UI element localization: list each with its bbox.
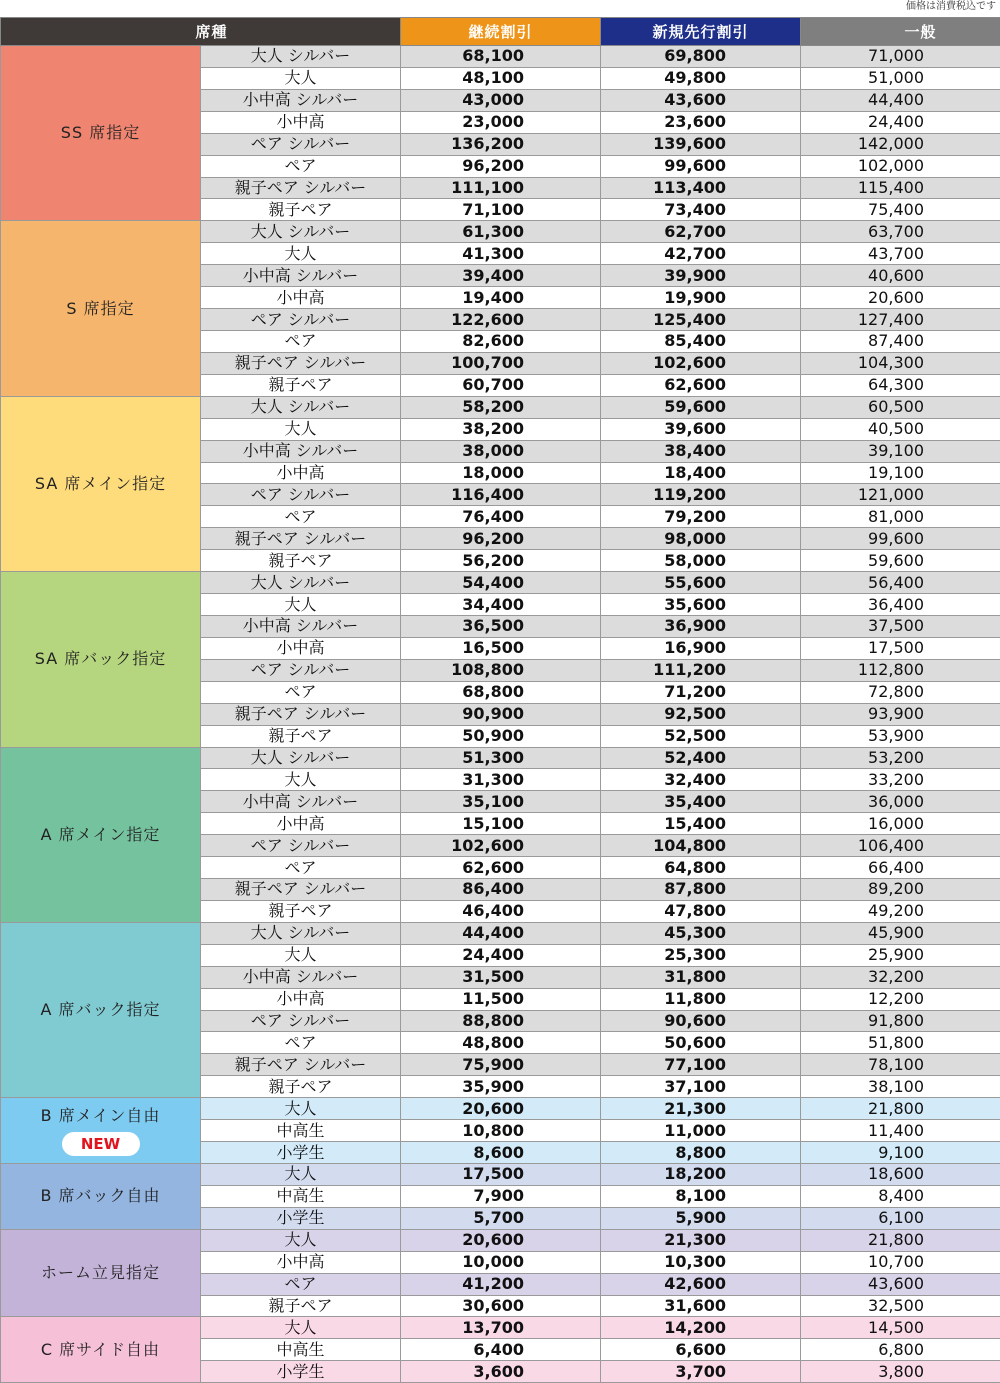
new-advance-price-cell: 42,600 bbox=[601, 1273, 801, 1295]
new-badge: NEW bbox=[62, 1132, 140, 1156]
ticket-type-cell: ペア シルバー bbox=[201, 659, 401, 681]
new-advance-price-cell: 8,100 bbox=[601, 1185, 801, 1207]
general-price-cell: 24,400 bbox=[801, 111, 1000, 133]
renewal-price-cell: 31,300 bbox=[401, 769, 601, 791]
new-advance-price-cell: 47,800 bbox=[601, 900, 801, 922]
ticket-type-cell: 親子ペア bbox=[201, 199, 401, 221]
general-price-cell: 20,600 bbox=[801, 287, 1000, 309]
general-price-cell: 75,400 bbox=[801, 199, 1000, 221]
ticket-type-cell: ペア シルバー bbox=[201, 484, 401, 506]
renewal-price-cell: 3,600 bbox=[401, 1361, 601, 1383]
general-price-cell: 25,900 bbox=[801, 944, 1000, 966]
ticket-type-cell: ペア シルバー bbox=[201, 133, 401, 155]
new-advance-price-cell: 79,200 bbox=[601, 506, 801, 528]
ticket-type-cell: 小中高 bbox=[201, 111, 401, 133]
seat-category-cell bbox=[1, 221, 201, 396]
seat-category-label: ホーム立見指定 bbox=[40, 1263, 160, 1283]
ticket-type-cell: ペア bbox=[201, 857, 401, 879]
general-price-cell: 127,400 bbox=[801, 309, 1000, 331]
renewal-price-cell: 35,100 bbox=[401, 791, 601, 813]
table-row bbox=[1, 1317, 1000, 1339]
ticket-type-cell: 親子ペア シルバー bbox=[201, 879, 401, 901]
ticket-type-cell: 親子ペア シルバー bbox=[201, 1054, 401, 1076]
general-price-cell: 12,200 bbox=[801, 988, 1000, 1010]
general-price-cell: 8,400 bbox=[801, 1185, 1000, 1207]
ticket-type-cell: 大人 シルバー bbox=[201, 396, 401, 418]
ticket-price-table bbox=[0, 17, 1000, 1383]
general-price-cell: 89,200 bbox=[801, 879, 1000, 901]
new-advance-price-cell: 10,300 bbox=[601, 1251, 801, 1273]
seat-category-label: A 席バック指定 bbox=[40, 1000, 161, 1020]
general-price-cell: 6,100 bbox=[801, 1207, 1000, 1229]
ticket-type-cell: 小中高 シルバー bbox=[201, 966, 401, 988]
ticket-type-cell: 親子ペア bbox=[201, 1076, 401, 1098]
ticket-type-cell: 大人 bbox=[201, 243, 401, 265]
header-new-advance-discount: 新規先行割引 bbox=[601, 18, 801, 46]
general-price-cell: 38,100 bbox=[801, 1076, 1000, 1098]
general-price-cell: 45,900 bbox=[801, 922, 1000, 944]
ticket-type-cell: ペア bbox=[201, 155, 401, 177]
new-advance-price-cell: 102,600 bbox=[601, 352, 801, 374]
renewal-price-cell: 90,900 bbox=[401, 703, 601, 725]
ticket-type-cell: 小学生 bbox=[201, 1361, 401, 1383]
general-price-cell: 44,400 bbox=[801, 89, 1000, 111]
ticket-type-cell: 親子ペア シルバー bbox=[201, 528, 401, 550]
renewal-price-cell: 44,400 bbox=[401, 922, 601, 944]
new-advance-price-cell: 92,500 bbox=[601, 703, 801, 725]
ticket-type-cell: 小中高 シルバー bbox=[201, 791, 401, 813]
renewal-price-cell: 23,000 bbox=[401, 111, 601, 133]
renewal-price-cell: 5,700 bbox=[401, 1207, 601, 1229]
new-advance-price-cell: 62,700 bbox=[601, 221, 801, 243]
renewal-price-cell: 43,000 bbox=[401, 89, 601, 111]
new-advance-price-cell: 14,200 bbox=[601, 1317, 801, 1339]
ticket-type-cell: 小学生 bbox=[201, 1207, 401, 1229]
new-advance-price-cell: 39,900 bbox=[601, 265, 801, 287]
renewal-price-cell: 31,500 bbox=[401, 966, 601, 988]
new-advance-price-cell: 11,800 bbox=[601, 988, 801, 1010]
renewal-price-cell: 56,200 bbox=[401, 550, 601, 572]
ticket-type-cell: 大人 bbox=[201, 1317, 401, 1339]
renewal-price-cell: 50,900 bbox=[401, 725, 601, 747]
renewal-price-cell: 39,400 bbox=[401, 265, 601, 287]
renewal-price-cell: 62,600 bbox=[401, 857, 601, 879]
ticket-type-cell: ペア bbox=[201, 1032, 401, 1054]
new-advance-price-cell: 42,700 bbox=[601, 243, 801, 265]
general-price-cell: 93,900 bbox=[801, 703, 1000, 725]
new-advance-price-cell: 38,400 bbox=[601, 440, 801, 462]
renewal-price-cell: 35,900 bbox=[401, 1076, 601, 1098]
renewal-price-cell: 38,200 bbox=[401, 418, 601, 440]
general-price-cell: 43,700 bbox=[801, 243, 1000, 265]
new-advance-price-cell: 8,800 bbox=[601, 1142, 801, 1164]
ticket-type-cell: 親子ペア bbox=[201, 550, 401, 572]
renewal-price-cell: 20,600 bbox=[401, 1229, 601, 1251]
general-price-cell: 71,000 bbox=[801, 46, 1000, 68]
table-row bbox=[1, 1098, 1000, 1120]
general-price-cell: 106,400 bbox=[801, 835, 1000, 857]
ticket-type-cell: 中高生 bbox=[201, 1120, 401, 1142]
general-price-cell: 40,500 bbox=[801, 418, 1000, 440]
new-advance-price-cell: 52,400 bbox=[601, 747, 801, 769]
seat-category-cell bbox=[1, 46, 201, 221]
new-advance-price-cell: 32,400 bbox=[601, 769, 801, 791]
new-advance-price-cell: 31,600 bbox=[601, 1295, 801, 1317]
ticket-type-cell: 小中高 シルバー bbox=[201, 615, 401, 637]
ticket-type-cell: ペア シルバー bbox=[201, 1010, 401, 1032]
renewal-price-cell: 17,500 bbox=[401, 1164, 601, 1186]
ticket-type-cell: 中高生 bbox=[201, 1185, 401, 1207]
new-advance-price-cell: 18,400 bbox=[601, 462, 801, 484]
renewal-price-cell: 7,900 bbox=[401, 1185, 601, 1207]
renewal-price-cell: 75,900 bbox=[401, 1054, 601, 1076]
general-price-cell: 51,000 bbox=[801, 67, 1000, 89]
ticket-type-cell: 大人 シルバー bbox=[201, 46, 401, 68]
ticket-type-cell: ペア bbox=[201, 506, 401, 528]
new-advance-price-cell: 73,400 bbox=[601, 199, 801, 221]
new-advance-price-cell: 98,000 bbox=[601, 528, 801, 550]
new-advance-price-cell: 43,600 bbox=[601, 89, 801, 111]
general-price-cell: 56,400 bbox=[801, 572, 1000, 594]
seat-category-cell bbox=[1, 1098, 201, 1164]
renewal-price-cell: 13,700 bbox=[401, 1317, 601, 1339]
general-price-cell: 6,800 bbox=[801, 1339, 1000, 1361]
ticket-type-cell: 小学生 bbox=[201, 1142, 401, 1164]
general-price-cell: 51,800 bbox=[801, 1032, 1000, 1054]
new-advance-price-cell: 55,600 bbox=[601, 572, 801, 594]
ticket-type-cell: 大人 シルバー bbox=[201, 747, 401, 769]
ticket-type-cell: 親子ペア bbox=[201, 374, 401, 396]
general-price-cell: 91,800 bbox=[801, 1010, 1000, 1032]
ticket-type-cell: 小中高 bbox=[201, 637, 401, 659]
general-price-cell: 36,000 bbox=[801, 791, 1000, 813]
table-row bbox=[1, 1164, 1000, 1186]
seat-category-label: C 席サイド自由 bbox=[40, 1339, 161, 1359]
seat-category-label: SA 席バック指定 bbox=[34, 649, 167, 669]
general-price-cell: 3,800 bbox=[801, 1361, 1000, 1383]
new-advance-price-cell: 25,300 bbox=[601, 944, 801, 966]
new-advance-price-cell: 113,400 bbox=[601, 177, 801, 199]
general-price-cell: 19,100 bbox=[801, 462, 1000, 484]
ticket-type-cell: 親子ペア シルバー bbox=[201, 177, 401, 199]
ticket-type-cell: 親子ペア bbox=[201, 725, 401, 747]
new-advance-price-cell: 16,900 bbox=[601, 637, 801, 659]
new-advance-price-cell: 71,200 bbox=[601, 681, 801, 703]
renewal-price-cell: 108,800 bbox=[401, 659, 601, 681]
header-renewal-discount: 継続割引 bbox=[401, 18, 601, 46]
seat-category-cell bbox=[1, 572, 201, 747]
new-advance-price-cell: 35,600 bbox=[601, 594, 801, 616]
header-seat-type: 席種 bbox=[1, 18, 401, 46]
renewal-price-cell: 10,000 bbox=[401, 1251, 601, 1273]
seat-category-label: SS 席指定 bbox=[60, 123, 141, 143]
renewal-price-cell: 41,300 bbox=[401, 243, 601, 265]
general-price-cell: 72,800 bbox=[801, 681, 1000, 703]
renewal-price-cell: 24,400 bbox=[401, 944, 601, 966]
general-price-cell: 64,300 bbox=[801, 374, 1000, 396]
new-advance-price-cell: 59,600 bbox=[601, 396, 801, 418]
general-price-cell: 43,600 bbox=[801, 1273, 1000, 1295]
ticket-type-cell: 小中高 bbox=[201, 287, 401, 309]
ticket-type-cell: 小中高 bbox=[201, 813, 401, 835]
general-price-cell: 10,700 bbox=[801, 1251, 1000, 1273]
table-row bbox=[1, 46, 1000, 68]
renewal-price-cell: 15,100 bbox=[401, 813, 601, 835]
seat-category-label: B 席バック自由 bbox=[40, 1186, 161, 1206]
renewal-price-cell: 60,700 bbox=[401, 374, 601, 396]
renewal-price-cell: 16,500 bbox=[401, 637, 601, 659]
new-advance-price-cell: 39,600 bbox=[601, 418, 801, 440]
seat-category-cell bbox=[1, 1164, 201, 1230]
new-advance-price-cell: 11,000 bbox=[601, 1120, 801, 1142]
seat-category-label: A 席メイン指定 bbox=[40, 824, 161, 844]
general-price-cell: 16,000 bbox=[801, 813, 1000, 835]
general-price-cell: 53,900 bbox=[801, 725, 1000, 747]
table-row bbox=[1, 1229, 1000, 1251]
seat-category-cell bbox=[1, 922, 201, 1097]
renewal-price-cell: 6,400 bbox=[401, 1339, 601, 1361]
renewal-price-cell: 11,500 bbox=[401, 988, 601, 1010]
new-advance-price-cell: 49,800 bbox=[601, 67, 801, 89]
renewal-price-cell: 36,500 bbox=[401, 615, 601, 637]
new-advance-price-cell: 119,200 bbox=[601, 484, 801, 506]
renewal-price-cell: 18,000 bbox=[401, 462, 601, 484]
ticket-type-cell: 大人 bbox=[201, 594, 401, 616]
renewal-price-cell: 46,400 bbox=[401, 900, 601, 922]
general-price-cell: 32,500 bbox=[801, 1295, 1000, 1317]
new-advance-price-cell: 31,800 bbox=[601, 966, 801, 988]
seat-category-cell bbox=[1, 1229, 201, 1317]
renewal-price-cell: 61,300 bbox=[401, 221, 601, 243]
general-price-cell: 17,500 bbox=[801, 637, 1000, 659]
seat-category-cell bbox=[1, 747, 201, 922]
renewal-price-cell: 96,200 bbox=[401, 528, 601, 550]
new-advance-price-cell: 69,800 bbox=[601, 46, 801, 68]
tax-included-note: 価格は消費税込です bbox=[906, 1, 996, 12]
ticket-type-cell: 小中高 bbox=[201, 988, 401, 1010]
seat-category-label: S 席指定 bbox=[66, 298, 135, 318]
renewal-price-cell: 116,400 bbox=[401, 484, 601, 506]
general-price-cell: 99,600 bbox=[801, 528, 1000, 550]
renewal-price-cell: 54,400 bbox=[401, 572, 601, 594]
new-advance-price-cell: 87,800 bbox=[601, 879, 801, 901]
new-advance-price-cell: 85,400 bbox=[601, 330, 801, 352]
ticket-type-cell: ペア シルバー bbox=[201, 835, 401, 857]
general-price-cell: 102,000 bbox=[801, 155, 1000, 177]
new-advance-price-cell: 111,200 bbox=[601, 659, 801, 681]
new-advance-price-cell: 21,300 bbox=[601, 1098, 801, 1120]
renewal-price-cell: 76,400 bbox=[401, 506, 601, 528]
renewal-price-cell: 68,100 bbox=[401, 46, 601, 68]
renewal-price-cell: 48,800 bbox=[401, 1032, 601, 1054]
new-advance-price-cell: 3,700 bbox=[601, 1361, 801, 1383]
renewal-price-cell: 20,600 bbox=[401, 1098, 601, 1120]
ticket-type-cell: 親子ペア bbox=[201, 900, 401, 922]
renewal-price-cell: 58,200 bbox=[401, 396, 601, 418]
new-advance-price-cell: 62,600 bbox=[601, 374, 801, 396]
renewal-price-cell: 102,600 bbox=[401, 835, 601, 857]
ticket-type-cell: 大人 bbox=[201, 1229, 401, 1251]
seat-category-label: B 席メイン自由 bbox=[40, 1105, 161, 1125]
general-price-cell: 60,500 bbox=[801, 396, 1000, 418]
new-advance-price-cell: 52,500 bbox=[601, 725, 801, 747]
general-price-cell: 11,400 bbox=[801, 1120, 1000, 1142]
new-advance-price-cell: 15,400 bbox=[601, 813, 801, 835]
renewal-price-cell: 136,200 bbox=[401, 133, 601, 155]
ticket-type-cell: 大人 bbox=[201, 944, 401, 966]
ticket-type-cell: ペア bbox=[201, 330, 401, 352]
ticket-type-cell: 大人 bbox=[201, 67, 401, 89]
general-price-cell: 66,400 bbox=[801, 857, 1000, 879]
general-price-cell: 49,200 bbox=[801, 900, 1000, 922]
general-price-cell: 9,100 bbox=[801, 1142, 1000, 1164]
ticket-type-cell: 大人 シルバー bbox=[201, 922, 401, 944]
general-price-cell: 37,500 bbox=[801, 615, 1000, 637]
ticket-type-cell: 小中高 bbox=[201, 462, 401, 484]
general-price-cell: 33,200 bbox=[801, 769, 1000, 791]
ticket-type-cell: 大人 bbox=[201, 418, 401, 440]
new-advance-price-cell: 35,400 bbox=[601, 791, 801, 813]
general-price-cell: 40,600 bbox=[801, 265, 1000, 287]
new-advance-price-cell: 99,600 bbox=[601, 155, 801, 177]
general-price-cell: 104,300 bbox=[801, 352, 1000, 374]
renewal-price-cell: 68,800 bbox=[401, 681, 601, 703]
renewal-price-cell: 71,100 bbox=[401, 199, 601, 221]
ticket-type-cell: 大人 bbox=[201, 1098, 401, 1120]
general-price-cell: 39,100 bbox=[801, 440, 1000, 462]
renewal-price-cell: 82,600 bbox=[401, 330, 601, 352]
ticket-type-cell: 中高生 bbox=[201, 1339, 401, 1361]
new-advance-price-cell: 18,200 bbox=[601, 1164, 801, 1186]
renewal-price-cell: 51,300 bbox=[401, 747, 601, 769]
renewal-price-cell: 30,600 bbox=[401, 1295, 601, 1317]
new-advance-price-cell: 21,300 bbox=[601, 1229, 801, 1251]
renewal-price-cell: 100,700 bbox=[401, 352, 601, 374]
new-advance-price-cell: 5,900 bbox=[601, 1207, 801, 1229]
ticket-type-cell: ペア bbox=[201, 681, 401, 703]
general-price-cell: 59,600 bbox=[801, 550, 1000, 572]
renewal-price-cell: 38,000 bbox=[401, 440, 601, 462]
renewal-price-cell: 8,600 bbox=[401, 1142, 601, 1164]
table-row bbox=[1, 747, 1000, 769]
header-general: 一般 bbox=[801, 18, 1000, 46]
seat-category-cell bbox=[1, 396, 201, 571]
new-advance-price-cell: 23,600 bbox=[601, 111, 801, 133]
ticket-type-cell: 親子ペア bbox=[201, 1295, 401, 1317]
general-price-cell: 63,700 bbox=[801, 221, 1000, 243]
new-advance-price-cell: 90,600 bbox=[601, 1010, 801, 1032]
general-price-cell: 21,800 bbox=[801, 1098, 1000, 1120]
renewal-price-cell: 48,100 bbox=[401, 67, 601, 89]
general-price-cell: 14,500 bbox=[801, 1317, 1000, 1339]
general-price-cell: 36,400 bbox=[801, 594, 1000, 616]
general-price-cell: 142,000 bbox=[801, 133, 1000, 155]
renewal-price-cell: 10,800 bbox=[401, 1120, 601, 1142]
ticket-type-cell: 小中高 シルバー bbox=[201, 440, 401, 462]
new-advance-price-cell: 45,300 bbox=[601, 922, 801, 944]
table-row bbox=[1, 572, 1000, 594]
renewal-price-cell: 19,400 bbox=[401, 287, 601, 309]
new-advance-price-cell: 36,900 bbox=[601, 615, 801, 637]
general-price-cell: 115,400 bbox=[801, 177, 1000, 199]
renewal-price-cell: 86,400 bbox=[401, 879, 601, 901]
general-price-cell: 81,000 bbox=[801, 506, 1000, 528]
general-price-cell: 21,800 bbox=[801, 1229, 1000, 1251]
general-price-cell: 78,100 bbox=[801, 1054, 1000, 1076]
ticket-type-cell: 小中高 bbox=[201, 1251, 401, 1273]
table-header-row bbox=[1, 18, 1000, 46]
ticket-type-cell: 親子ペア シルバー bbox=[201, 703, 401, 725]
ticket-type-cell: ペア bbox=[201, 1273, 401, 1295]
new-advance-price-cell: 64,800 bbox=[601, 857, 801, 879]
new-advance-price-cell: 19,900 bbox=[601, 287, 801, 309]
general-price-cell: 112,800 bbox=[801, 659, 1000, 681]
table-row bbox=[1, 221, 1000, 243]
seat-category-label: SA 席メイン指定 bbox=[34, 473, 167, 493]
new-advance-price-cell: 58,000 bbox=[601, 550, 801, 572]
ticket-type-cell: 大人 シルバー bbox=[201, 221, 401, 243]
seat-category-cell bbox=[1, 1317, 201, 1383]
table-body bbox=[1, 46, 1000, 1383]
general-price-cell: 53,200 bbox=[801, 747, 1000, 769]
ticket-type-cell: 大人 bbox=[201, 769, 401, 791]
renewal-price-cell: 34,400 bbox=[401, 594, 601, 616]
new-advance-price-cell: 37,100 bbox=[601, 1076, 801, 1098]
renewal-price-cell: 122,600 bbox=[401, 309, 601, 331]
ticket-type-cell: 大人 bbox=[201, 1164, 401, 1186]
new-advance-price-cell: 104,800 bbox=[601, 835, 801, 857]
new-advance-price-cell: 6,600 bbox=[601, 1339, 801, 1361]
renewal-price-cell: 111,100 bbox=[401, 177, 601, 199]
ticket-type-cell: 小中高 シルバー bbox=[201, 265, 401, 287]
ticket-type-cell: 小中高 シルバー bbox=[201, 89, 401, 111]
new-advance-price-cell: 125,400 bbox=[601, 309, 801, 331]
renewal-price-cell: 96,200 bbox=[401, 155, 601, 177]
ticket-type-cell: 大人 シルバー bbox=[201, 572, 401, 594]
general-price-cell: 87,400 bbox=[801, 330, 1000, 352]
new-advance-price-cell: 50,600 bbox=[601, 1032, 801, 1054]
new-advance-price-cell: 139,600 bbox=[601, 133, 801, 155]
new-advance-price-cell: 77,100 bbox=[601, 1054, 801, 1076]
general-price-cell: 18,600 bbox=[801, 1164, 1000, 1186]
renewal-price-cell: 41,200 bbox=[401, 1273, 601, 1295]
table-row bbox=[1, 922, 1000, 944]
ticket-type-cell: 親子ペア シルバー bbox=[201, 352, 401, 374]
renewal-price-cell: 88,800 bbox=[401, 1010, 601, 1032]
general-price-cell: 121,000 bbox=[801, 484, 1000, 506]
table-row bbox=[1, 396, 1000, 418]
general-price-cell: 32,200 bbox=[801, 966, 1000, 988]
ticket-type-cell: ペア シルバー bbox=[201, 309, 401, 331]
